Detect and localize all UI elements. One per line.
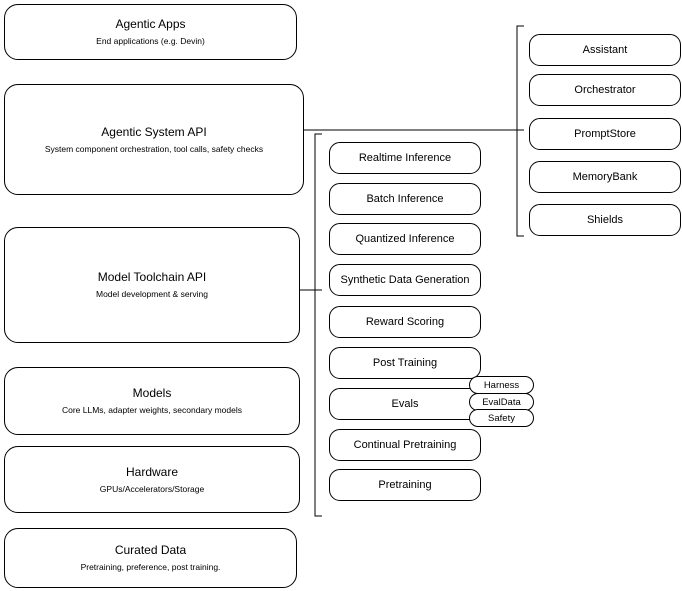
layer-title: Agentic Apps [115,17,186,31]
component-orchestrator[interactable]: Orchestrator [529,74,681,106]
layer-subtitle: Pretraining, preference, post training. [80,562,221,572]
component-harness[interactable]: Harness [469,376,534,394]
layer-subtitle: GPUs/Accelerators/Storage [99,483,205,494]
component-batch-inference[interactable]: Batch Inference [329,183,481,215]
layer-box-agentic-apps[interactable] [4,4,297,60]
layer-title: Hardware [125,464,179,479]
component-shields[interactable]: Shields [529,204,681,236]
component-evals[interactable]: Evals [329,388,481,420]
layer-box-models[interactable] [4,367,300,435]
component-promptstore[interactable]: PromptStore [529,118,681,150]
component-evaldata[interactable]: EvalData [469,393,534,411]
layer-title: Agentic System API [101,124,207,139]
layer-title: Model Toolchain API [97,270,207,284]
component-synthetic-data-generation[interactable]: Synthetic Data Generation [329,264,481,296]
component-pretraining[interactable]: Pretraining [329,469,481,501]
layer-box-model-toolchain-api[interactable] [4,227,300,343]
component-assistant[interactable]: Assistant [529,34,681,66]
layer-title: Curated Data [114,543,187,557]
layer-title: Models [132,386,172,400]
component-continual-pretraining[interactable]: Continual Pretraining [329,429,481,461]
component-reward-scoring[interactable]: Reward Scoring [329,306,481,338]
layer-subtitle: Model development & serving [96,289,208,299]
component-post-training[interactable]: Post Training [329,347,481,379]
layer-subtitle: System component orchestration, tool calls, safety checks [44,143,264,154]
layer-box-hardware[interactable] [4,446,300,513]
component-safety[interactable]: Safety [469,409,534,427]
component-quantized-inference[interactable]: Quantized Inference [329,223,481,255]
layer-subtitle: End applications (e.g. Devin) [96,36,205,46]
component-memorybank[interactable]: MemoryBank [529,161,681,193]
layer-box-curated-data[interactable] [4,528,297,588]
layer-subtitle: Core LLMs, adapter weights, secondary models [61,405,242,415]
component-realtime-inference[interactable]: Realtime Inference [329,142,481,174]
layer-box-agentic-system-api[interactable] [4,84,304,195]
